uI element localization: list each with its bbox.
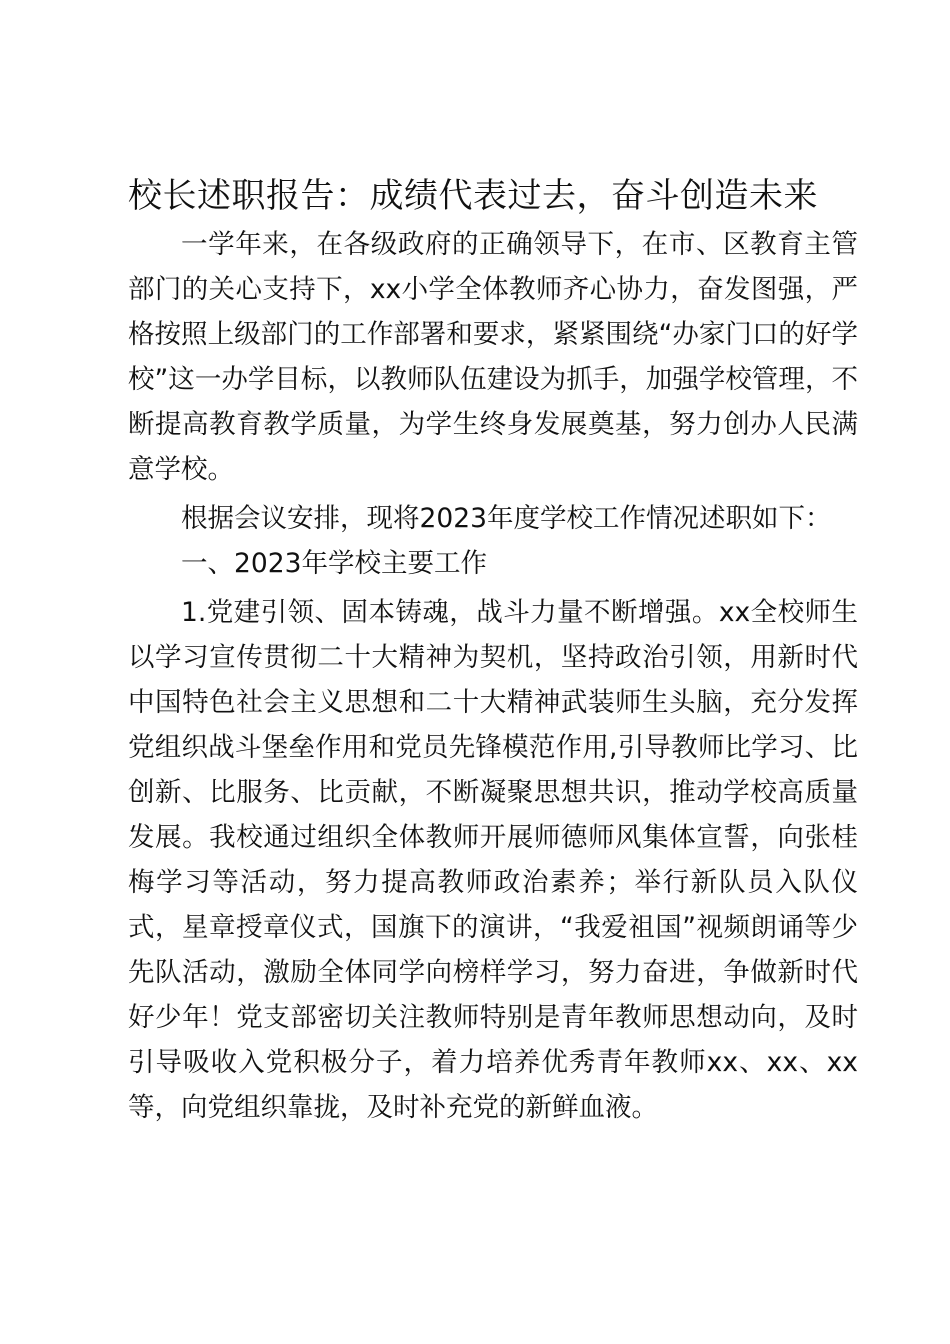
intro-paragraph: 一学年来，在各级政府的正确领导下，在市、区教育主管部门的关心支持下，xx小学全体教师齐心协力，奋发图强，严格按照上级部门的工作部署和要求，紧紧围绕“办家门口的好学校”这一办学目标，以教师队伍建设为抓手，加强学校管理，不断提高教育教学质量，为学生终身发展奠基，努力创办人民满意学校。 — [128, 229, 858, 485]
arrangement-paragraph: 根据会议安排，现将2023年度学校工作情况述职如下： — [181, 503, 832, 534]
document-title: 校长述职报告：成绩代表过去，奋斗创造未来 — [128, 176, 818, 216]
party-building-paragraph: 1.党建引领、固本铸魂，战斗力量不断增强。xx全校师生以学习宣传贯彻二十大精神为契机，坚持政治引领，用新时代中国特色社会主义思想和二十大精神武装师生头脑，充分发挥党组织战斗堡垒作用和党员先锋模范作用,引导教师比学习、比创新、比服务、比贡献，不断凝聚思想共识，推动学校高质量发展。我校通过组织全体教师开展师德师风集体宣誓，向张桂梅学习等活动，努力提高教师政治素养；举行新队员入队仪式，星章授章仪式，国旗下的演讲，“我爱祖国”视频朗诵等少先队活动，激励全体同学向榜样学习，努力奋进，争做新时代好少年！党支部密切关注教师特别是青年教师思想动向，及时引导吸收入党积极分子，着力培养优秀青年教师xx、xx、xx等，向党组织靠拢，及时补充党的新鲜血液。 — [128, 597, 858, 1123]
section-heading: 一、2023年学校主要工作 — [181, 548, 487, 579]
document-body — [128, 170, 858, 1130]
